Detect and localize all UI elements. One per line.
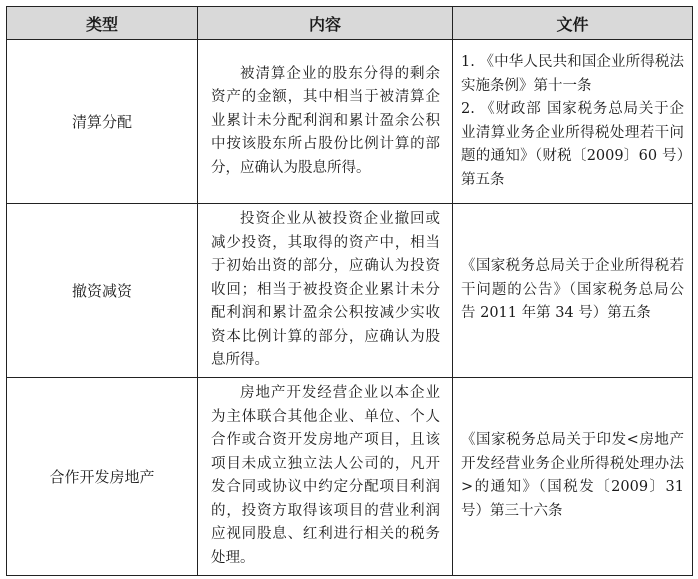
row-type: 合作开发房地产 — [7, 377, 198, 575]
row-documents — [453, 377, 693, 575]
row-type: 撤资减资 — [7, 204, 198, 378]
document-item: 《国家税务总局关于企业所得税若干问题的公告》（国家税务总局公告 2011 年第 34 号）第五条 — [461, 258, 684, 321]
row-documents — [453, 204, 693, 378]
table-row — [7, 204, 693, 378]
header-type: 类型 — [7, 7, 198, 40]
table-row — [7, 377, 693, 575]
row-type: 清算分配 — [7, 40, 198, 204]
document-item: 《国家税务总局关于印发<房地产开发经营业务企业所得税处理办法>的通知》（国税发〔2009〕31 号）第三十六条 — [461, 432, 684, 519]
document-item: 2. 《财政部 国家税务总局关于企业清算业务企业所得税处理若干问题的通知》（财税〔2009〕60 号）第五条 — [461, 101, 684, 188]
table-row — [7, 40, 693, 204]
row-content: 房地产开发经营企业以本企业为主体联合其他企业、单位、个人合作或合资开发房地产项目，且该项目未成立独立法人公司的，凡开发合同或协议中约定分配项目利润的，投资方取得该项目的营业利润应视同股息、红利进行相关的税务处理。 — [198, 377, 453, 575]
row-documents — [453, 40, 693, 204]
header-documents: 文件 — [453, 7, 693, 40]
header-content: 内容 — [198, 7, 453, 40]
row-content: 投资企业从被投资企业撤回或减少投资，其取得的资产中，相当于初始出资的部分，应确认为投资收回；相当于被投资企业累计未分配利润和累计盈余公积按减少实收资本比例计算的部分，应确认为股息所得。 — [198, 204, 453, 378]
tax-classification-table — [6, 6, 693, 576]
row-content: 被清算企业的股东分得的剩余资产的金额，其中相当于被清算企业累计未分配利润和累计盈余公积中按该股东所占股份比例计算的部分，应确认为股息所得。 — [198, 40, 453, 204]
document-item: 1. 《中华人民共和国企业所得税法实施条例》第十一条 — [461, 54, 684, 94]
header-row — [7, 7, 693, 40]
